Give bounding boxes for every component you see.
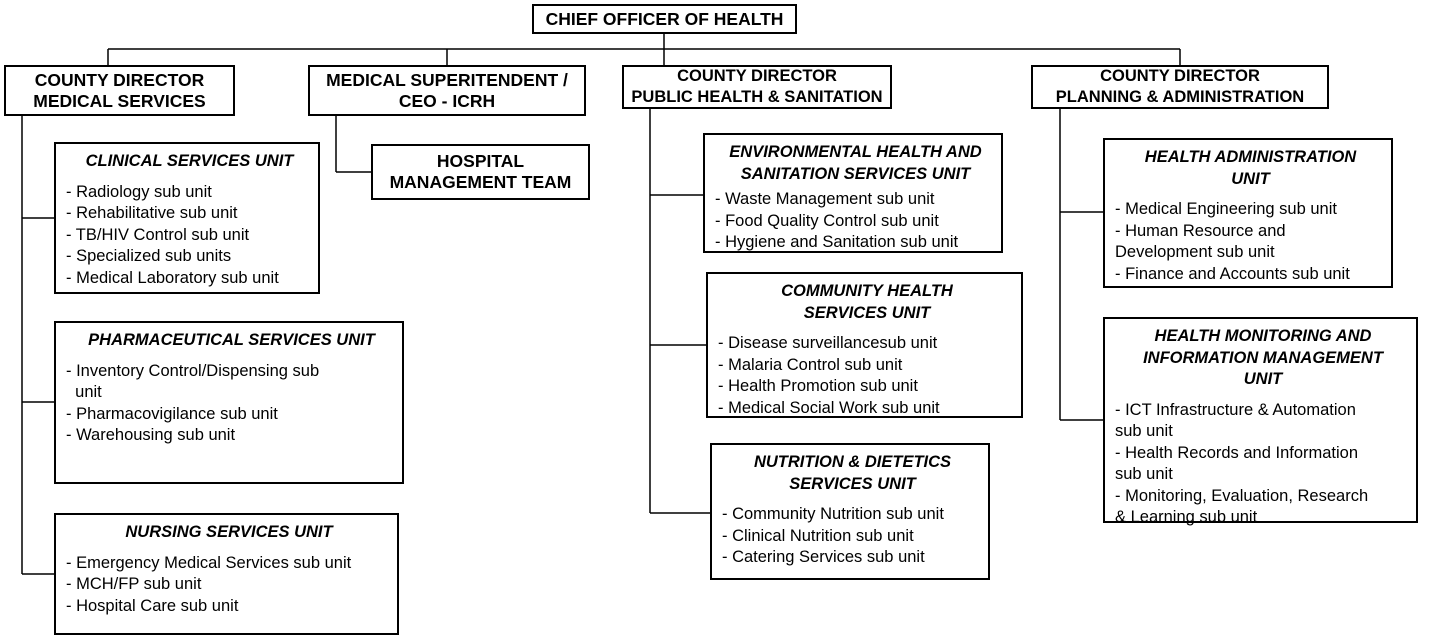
list-item: - Disease surveillancesub unit [718, 334, 938, 352]
list-item: - Medical Laboratory sub unit [66, 268, 279, 287]
unit-title-line2: SERVICES UNIT [789, 474, 916, 493]
unit-title-line1: HEALTH ADMINISTRATION [1144, 148, 1357, 166]
director-public-health-line2: PUBLIC HEALTH & SANITATION [631, 88, 883, 106]
director-medical-services-line1: COUNTY DIRECTOR [34, 69, 205, 90]
unit-title-line3: UNIT [1243, 370, 1283, 388]
director-medical-services-line2: MEDICAL SERVICES [33, 90, 206, 111]
environmental-health-unit [703, 133, 1003, 253]
nutrition-dietetics-unit [710, 443, 990, 580]
list-item: - Monitoring, Evaluation, Research [1115, 486, 1369, 505]
unit-title: PHARMACEUTICAL SERVICES UNIT [88, 331, 375, 349]
hospital-management-team-box [371, 144, 590, 200]
health-monitoring-unit [1103, 317, 1418, 526]
hospital-management-team-line1: HOSPITAL [436, 151, 525, 171]
pharmaceutical-services-unit [54, 321, 404, 484]
medical-superintendent-line2: CEO - ICRH [398, 90, 496, 111]
list-item: - Health Promotion sub unit [718, 377, 918, 395]
list-item: unit [66, 383, 102, 401]
unit-title-line2: INFORMATION MANAGEMENT [1143, 348, 1383, 367]
list-item: - Pharmacovigilance sub unit [66, 404, 278, 423]
list-item: sub unit [1115, 422, 1173, 440]
list-item: - Medical Engineering sub unit [1115, 200, 1337, 218]
list-item: - MCH/FP sub unit [66, 575, 202, 593]
list-item: - Radiology sub unit [66, 182, 212, 201]
unit-title-line1: NUTRITION & DIETETICS [753, 453, 952, 471]
list-item: sub unit [1115, 465, 1173, 483]
list-item: - Catering Services sub unit [722, 548, 925, 566]
director-public-health-line1: COUNTY DIRECTOR [677, 67, 837, 85]
chief-officer-label: CHIEF OFFICER OF HEALTH [545, 8, 784, 29]
list-item: - Health Records and Information [1115, 443, 1359, 462]
list-item: - Hospital Care sub unit [66, 596, 239, 615]
health-administration-unit [1103, 138, 1393, 288]
hospital-management-team-line2: MANAGEMENT TEAM [389, 172, 572, 192]
director-planning-line2: PLANNING & ADMINISTRATION [1055, 88, 1305, 106]
unit-title-line1: COMMUNITY HEALTH [781, 282, 953, 300]
director-planning-box [1031, 65, 1329, 109]
list-item: & Learning sub unit [1115, 508, 1258, 526]
director-planning-line1: COUNTY DIRECTOR [1100, 67, 1260, 85]
unit-title: CLINICAL SERVICES UNIT [85, 152, 294, 170]
unit-title-line1: ENVIRONMENTAL HEALTH AND [729, 143, 982, 161]
nursing-services-unit [54, 513, 399, 635]
medical-superintendent-line1: MEDICAL SUPERITENDENT / [326, 69, 568, 90]
list-item: Development sub unit [1115, 243, 1275, 261]
list-item: - Finance and Accounts sub unit [1115, 264, 1350, 283]
director-public-health-box [622, 65, 892, 109]
unit-title-line2: SANITATION SERVICES UNIT [740, 164, 971, 183]
clinical-services-unit [54, 142, 320, 294]
unit-title-line2: UNIT [1231, 169, 1270, 188]
list-item: - Malaria Control sub unit [718, 355, 903, 374]
list-item: - Hygiene and Sanitation sub unit [715, 233, 959, 251]
list-item: - Medical Social Work sub unit [718, 398, 940, 417]
list-item: - Community Nutrition sub unit [722, 505, 944, 523]
chief-officer-box [532, 4, 797, 34]
medical-superintendent-box [308, 65, 586, 116]
list-item: - Rehabilitative sub unit [66, 204, 238, 222]
unit-title-line1: HEALTH MONITORING AND [1154, 327, 1372, 345]
director-medical-services-box [4, 65, 235, 116]
list-item: - Clinical Nutrition sub unit [722, 526, 914, 545]
community-health-unit [706, 272, 1023, 418]
list-item: - Specialized sub units [66, 247, 232, 265]
list-item: - Waste Management sub unit [715, 190, 935, 208]
list-item: - Emergency Medical Services sub unit [66, 553, 352, 572]
list-item: - Human Resource and [1115, 221, 1286, 240]
unit-title: NURSING SERVICES UNIT [125, 523, 333, 541]
list-item: - Food Quality Control sub unit [715, 211, 939, 230]
list-item: - TB/HIV Control sub unit [66, 225, 250, 244]
list-item: - Warehousing sub unit [66, 426, 236, 444]
unit-title-line2: SERVICES UNIT [803, 303, 931, 322]
list-item: - ICT Infrastructure & Automation [1115, 400, 1356, 419]
list-item: - Inventory Control/Dispensing sub [66, 361, 320, 380]
